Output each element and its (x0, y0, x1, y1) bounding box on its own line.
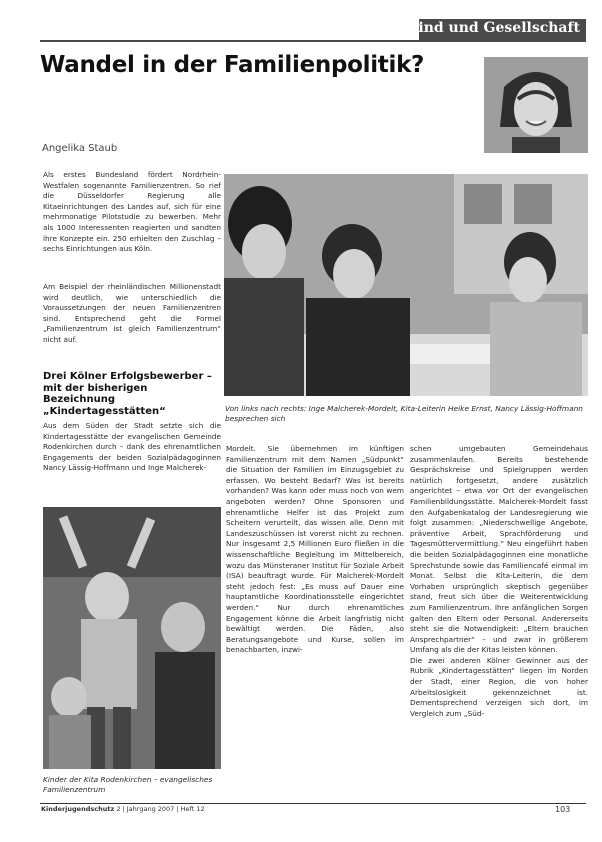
section-label-text: Kind und Gesellschaft (406, 20, 580, 36)
group-photo (224, 174, 588, 396)
children-photo (43, 507, 221, 769)
children-photo-caption: Kinder der Kita Rodenkirchen – evangelisches Familienzentrum (43, 775, 213, 794)
top-rule (40, 40, 586, 42)
author-portrait (484, 57, 588, 153)
article-title: Wandel in der Familienpolitik? (40, 52, 425, 78)
section-subheading: Drei Kölner Erfolgsbewerber – mit der bisherigen Bezeichnung „Kindertagesstätten“ (43, 371, 212, 417)
intro-paragraph-1: Als erstes Bundesland fördert Nordrhein-Westfalen sogenannte Familienzentren. So rief die Düsseldorfer Regierung alle Kitaeinrichtungen des Landes auf, sich für eine mehrmonatige Pilotstudie zu bewerben. Mehr als 1000 Interessenten reagierten und sandten ihre Konzepte ein. 250 erhielten den Zuschlag – sechs Einrichtungen aus Köln. (43, 170, 221, 254)
author-byline: Angelika Staub (42, 143, 118, 154)
column-1-continuation: Aus dem Süden der Stadt setzte sich die Kindertagesstätte der evangelischen Gemeinde Rodenkirchen durch – dank des ehrenamtlichen Engagements der beiden Sozialpädagoginnen Nancy Lässig-Hoffmann und Inge Malcherek- (43, 421, 221, 473)
section-label (406, 19, 586, 41)
column-3-text: schen umgebauten Gemeindehaus zusammenlaufen. Bereits bestehende Gesprächskreise und Spielgruppen werden natürlich fortgesetzt, andere zusätzlich angerichtet – etwa vor Ort der evangelischen Familienbildungsstätte. Malcherek-Mordelt fasst den Aufgabenkatalog der Landesregierung wie folgt zusammen: „Niederschwellige Angebote, präventive Arbeit, Sprachförderung und Tagesmüttervermittlung.“ Neu eingeführt haben die beiden Sozialpädagoginnen eine monatliche Sprechstunde sowie das Familiencafé einmal im Monat. Selbst die Kita-Leiterin, die dem Vorhaben ursprünglich skeptisch gegenüber stand, freut sich über die Weiterentwicklung zum Familienzentrum. Ihre anfänglichen Sorgen galten den Eltern oder Personal. Andererseits steht sie die Notwendigkeit: „Eltern brauchen Ansprechpartner“ – und zwar in größerem Umfang als die der Kitas leisten können. Die zwei anderen Kölner Gewinner aus der Rubrik „Kindertagesstätten“ liegen im Norden der Stadt, einer Region, die von hoher Arbeitslosigkeit gekennzeichnet ist. Dementsprechend verzeigen sich dort, im Vergleich zum „Süd- (410, 444, 588, 718)
column-2-text: Mordelt. Sie übernehmen im künftigen Familienzentrum mit dem Namen „Südpunkt“ die Situation der Familien im Einzugsgebiet zu erfassen. Wo besteht Bedarf? Was ist bereits vorhanden? Was kann oder muss noch von wem angeboten werden? Ohne Sponsoren und ehrenamtliche Helfer ist das Projekt zum Scheitern verurteilt, das wissen alle. Denn mit Landeszuschüssen ist vorerst nicht zu rechnen. Nur insgesamt 2,5 Millionen Euro fließen in die wissenschaftliche Begleitung im Mittelbereich, wozu das Münsteraner Institut für Soziale Arbeit (ISA) beauftragt wurde. Für Malcherek-Mordelt steht jedoch fest: „Es muss auf Dauer eine hauptamtliche Koordinationsstelle eingerichtet werden.“ Nur durch ehrenamtliches Engagement könne die Arbeit langfristig nicht bewältigt werden. Die Fäden, also Beratungsangebote und Kurse, sollen im benachbarten, inzwi- (226, 444, 404, 655)
footer-journal: Kinderjugendschutz (41, 805, 115, 813)
page-number: 103 (555, 805, 571, 814)
footer-journal-info (41, 805, 205, 813)
footer-rule (40, 803, 586, 804)
group-photo-caption: Von links nach rechts: Inge Malcherek-Mordelt, Kita-Leiterin Heike Ernst, Nancy Lässig-Hoffmann besprechen sich (225, 404, 583, 423)
intro-paragraph-2: Am Beispiel der rheinländischen Millionenstadt wird deutlich, wie unterschiedlich die Voraussetzungen der neuen Familienzentren sind. Entsprechend geht die Formel „Familienzentrum ist gleich Familienzentrum“ nicht auf. (43, 282, 221, 344)
footer-issue: 2 | Jahrgang 2007 | Heft 12 (116, 805, 205, 813)
